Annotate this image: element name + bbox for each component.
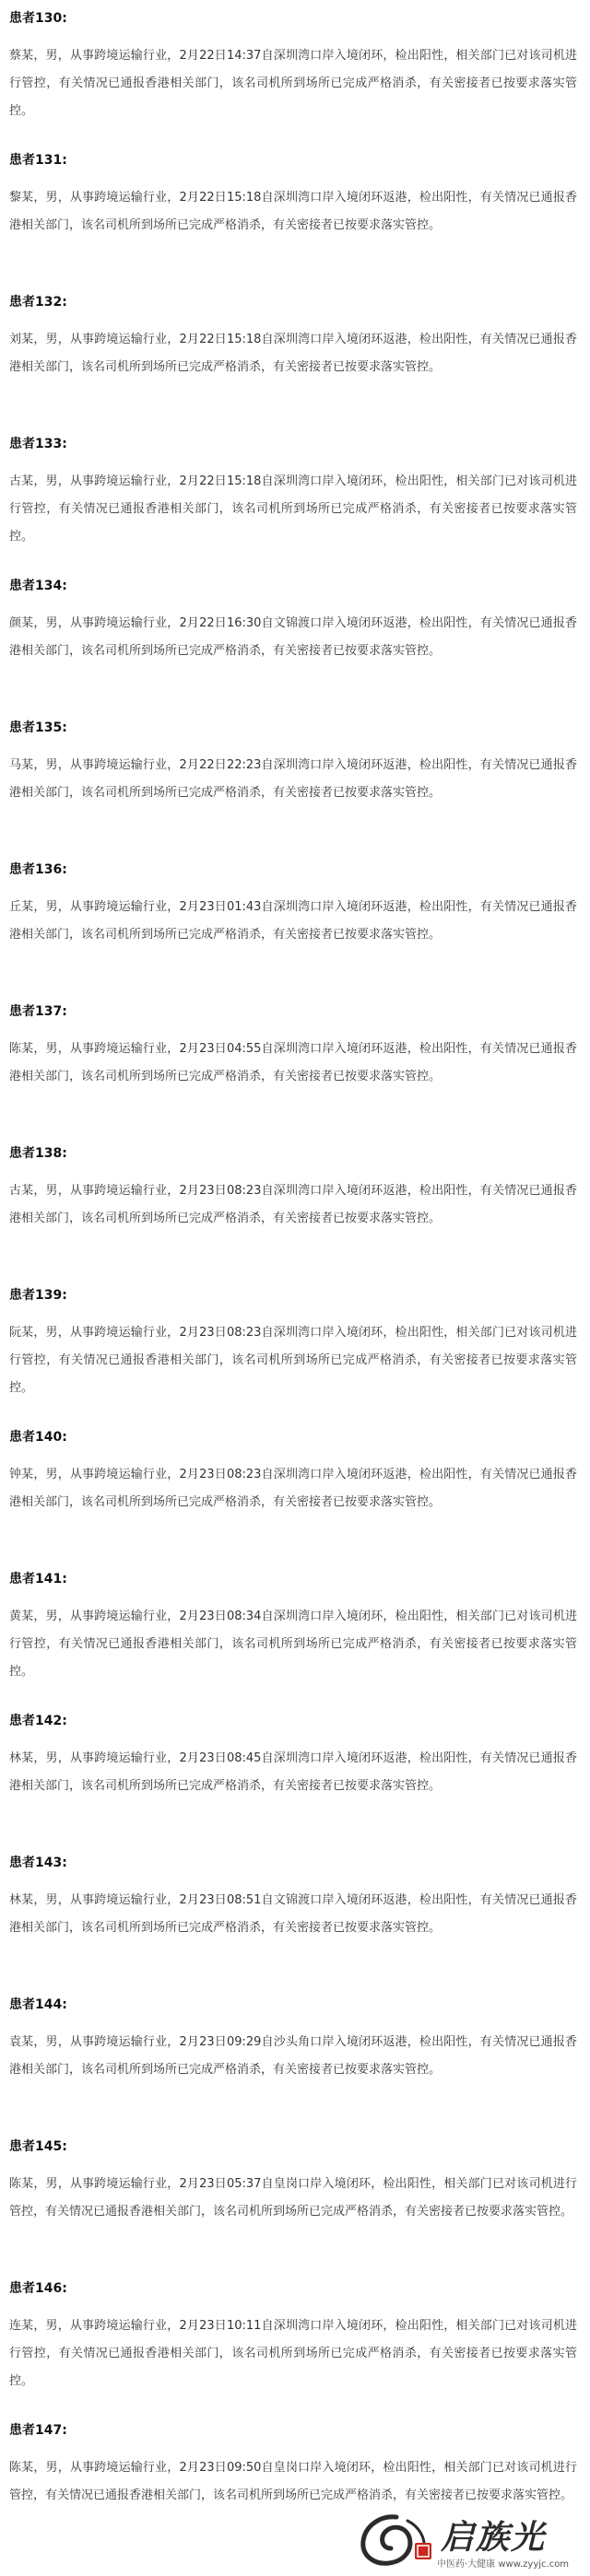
- case-text: 黎某，男，从事跨境运输行业，2月22日15:18自深圳湾口岸入境闭环返港，检出阳性，有关情况已通报香港相关部门，该名司机所到场所已完成严格消杀，有关密接者已按要求落实管控。: [9, 191, 577, 232]
- case-text: 林某，男，从事跨境运输行业，2月23日08:45自深圳湾口岸入境闭环返港，检出阳性，有关情况已通报香港相关部门，该名司机所到场所已完成严格消杀，有关密接者已按要求落实管控。: [9, 1751, 577, 1793]
- brush-emblem-icon: [352, 2510, 441, 2570]
- case-entry: [9, 1286, 577, 1428]
- case-title: 患者135:: [9, 720, 67, 735]
- case-title: 患者145:: [9, 2139, 67, 2154]
- case-text: 钟某，男，从事跨境运输行业，2月23日08:23自深圳湾口岸入境闭环返港，检出阳性，有关情况已通报香港相关部门，该名司机所到场所已完成严格消杀，有关密接者已按要求落实管控。: [9, 1468, 577, 1509]
- case-text: 颜某，男，从事跨境运输行业，2月22日16:30自文锦渡口岸入境闭环返港，检出阳性，有关情况已通报香港相关部门，该名司机所到场所已完成严格消杀，有关密接者已按要求落实管控。: [9, 616, 577, 658]
- case-title: 患者146:: [9, 2281, 67, 2296]
- case-text: 古某，男，从事跨境运输行业，2月22日15:18自深圳湾口岸入境闭环，检出阳性，相关部门已对该司机进行管控，有关情况已通报香港相关部门，该名司机所到场所已完成严格消杀，有关密接者已按要求落实管控。: [9, 474, 577, 544]
- case-text: 阮某，男，从事跨境运输行业，2月23日08:23自深圳湾口岸入境闭环，检出阳性，相关部门已对该司机进行管控，有关情况已通报香港相关部门，该名司机所到场所已完成严格消杀，有关密接者已按要求落实管控。: [9, 1326, 577, 1395]
- case-text: 林某，男，从事跨境运输行业，2月23日08:51自文锦渡口岸入境闭环返港，检出阳性，有关情况已通报香港相关部门，该名司机所到场所已完成严格消杀，有关密接者已按要求落实管控。: [9, 1893, 577, 1935]
- case-text: 袁某，男，从事跨境运输行业，2月23日09:29自沙头角口岸入境闭环返港，检出阳性，有关情况已通报香港相关部门，该名司机所到场所已完成严格消杀，有关密接者已按要求落实管控。: [9, 2035, 577, 2077]
- case-entry: [9, 2137, 577, 2279]
- case-entry: [9, 861, 577, 1002]
- case-entry: [9, 1854, 577, 1996]
- case-title: 患者137:: [9, 1004, 67, 1019]
- watermark-logo: [352, 2510, 583, 2572]
- case-title: 患者140:: [9, 1430, 67, 1445]
- case-title: 患者141:: [9, 1572, 67, 1587]
- case-entry: [9, 1570, 577, 1712]
- case-text: 刘某，男，从事跨境运输行业，2月22日15:18自深圳湾口岸入境闭环返港，检出阳性，有关情况已通报香港相关部门，该名司机所到场所已完成严格消杀，有关密接者已按要求落实管控。: [9, 333, 577, 374]
- case-title: 患者147:: [9, 2423, 67, 2438]
- case-text: 陈某，男，从事跨境运输行业，2月23日04:55自深圳湾口岸入境闭环返港，检出阳性，有关情况已通报香港相关部门，该名司机所到场所已完成严格消杀，有关密接者已按要求落实管控。: [9, 1042, 577, 1083]
- case-title: 患者139:: [9, 1288, 67, 1303]
- document-page: [9, 9, 577, 2563]
- case-entry: [9, 719, 577, 861]
- watermark-caption: 中医药·大健康 www.zyyjc.com: [437, 2559, 570, 2570]
- case-title: 患者143:: [9, 1856, 67, 1870]
- case-text: 丘某，男，从事跨境运输行业，2月23日01:43自深圳湾口岸入境闭环返港，检出阳性，有关情况已通报香港相关部门，该名司机所到场所已完成严格消杀，有关密接者已按要求落实管控。: [9, 900, 577, 942]
- case-text: 蔡某，男，从事跨境运输行业，2月22日14:37自深圳湾口岸入境闭环，检出阳性，相关部门已对该司机进行管控，有关情况已通报香港相关部门，该名司机所到场所已完成严格消杀，有关密接者已按要求落实管控。: [9, 49, 577, 118]
- case-entry: [9, 1712, 577, 1854]
- case-entry: [9, 435, 577, 577]
- case-text: 陈某，男，从事跨境运输行业，2月23日05:37自皇岗口岸入境闭环，检出阳性，相关部门已对该司机进行管控，有关情况已通报香港相关部门，该名司机所到场所已完成严格消杀，有关密接者已按要求落实管控。: [9, 2177, 577, 2219]
- case-title: 患者138:: [9, 1146, 67, 1161]
- case-text: 黄某，男，从事跨境运输行业，2月23日08:34自深圳湾口岸入境闭环，检出阳性，相关部门已对该司机进行管控，有关情况已通报香港相关部门，该名司机所到场所已完成严格消杀，有关密接者已按要求落实管控。: [9, 1610, 577, 1679]
- case-entry: [9, 2279, 577, 2421]
- case-text: 连某，男，从事跨境运输行业，2月23日10:11自深圳湾口岸入境闭环，检出阳性，相关部门已对该司机进行管控，有关情况已通报香港相关部门，该名司机所到场所已完成严格消杀，有关密接者已按要求落实管控。: [9, 2319, 577, 2388]
- case-title: 患者132:: [9, 295, 67, 310]
- case-text: 陈某，男，从事跨境运输行业，2月23日09:50自皇岗口岸入境闭环，检出阳性，相关部门已对该司机进行管控，有关情况已通报香港相关部门，该名司机所到场所已完成严格消杀，有关密接者已按要求落实管控。: [9, 2461, 577, 2502]
- case-entry: [9, 577, 577, 719]
- case-entry: [9, 1002, 577, 1144]
- case-entry: [9, 1996, 577, 2137]
- case-text: 马某，男，从事跨境运输行业，2月22日22:23自深圳湾口岸入境闭环返港，检出阳性，有关情况已通报香港相关部门，该名司机所到场所已完成严格消杀，有关密接者已按要求落实管控。: [9, 758, 577, 800]
- case-title: 患者136:: [9, 862, 67, 877]
- case-title: 患者144:: [9, 1997, 67, 2012]
- case-entry: [9, 9, 577, 151]
- case-title: 患者134:: [9, 579, 67, 593]
- case-entry: [9, 151, 577, 293]
- case-title: 患者133:: [9, 437, 67, 451]
- watermark-logo-text: 启族光: [441, 2518, 547, 2557]
- case-title: 患者142:: [9, 1714, 67, 1728]
- case-title: 患者131:: [9, 153, 67, 168]
- case-text: 古某，男，从事跨境运输行业，2月23日08:23自深圳湾口岸入境闭环返港，检出阳性，有关情况已通报香港相关部门，该名司机所到场所已完成严格消杀，有关密接者已按要求落实管控。: [9, 1184, 577, 1225]
- case-entry: [9, 1428, 577, 1570]
- case-title: 患者130:: [9, 11, 67, 26]
- case-entry: [9, 1144, 577, 1286]
- case-entry: [9, 293, 577, 435]
